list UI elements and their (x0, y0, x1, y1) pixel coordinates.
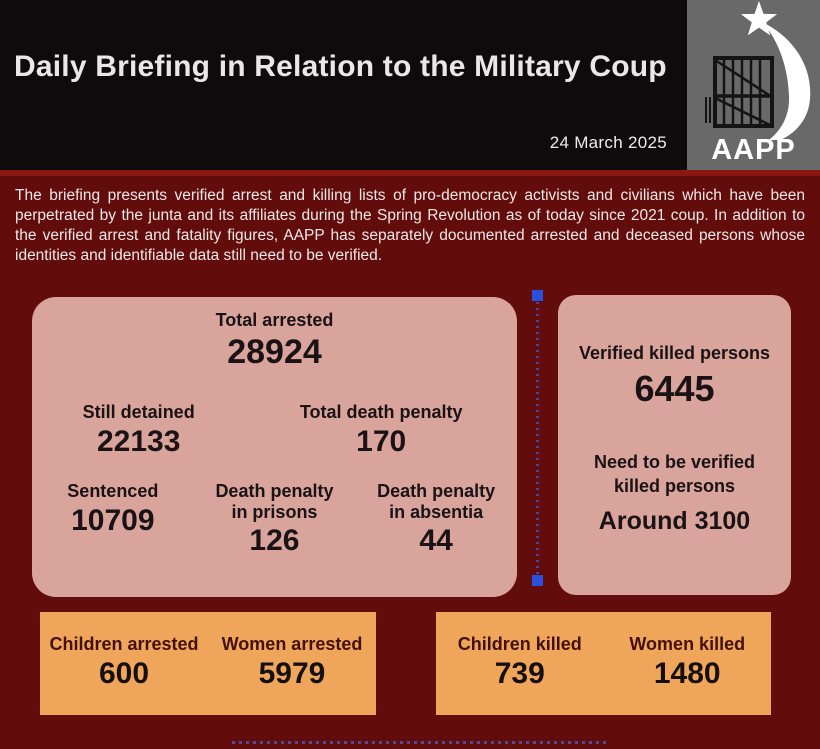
stat-label: Children killed (457, 634, 582, 655)
stat-label: Death penalty in prisons (215, 481, 334, 522)
stat-value: 5979 (258, 657, 326, 691)
stat-women-arrested (208, 635, 376, 691)
stat-value: 22133 (96, 424, 181, 458)
stat-death-penalty-absentia (355, 481, 517, 559)
stat-children-arrested (40, 635, 208, 691)
stat-label: Still detained (82, 402, 195, 422)
page-title: Daily Briefing in Relation to the Military Coup (14, 50, 667, 83)
stat-women-killed (604, 635, 772, 691)
killed-demographics-box (436, 612, 771, 715)
stat-label: Need to be verified killed persons (593, 452, 756, 497)
stat-label: Total arrested (215, 310, 334, 330)
stat-value: 28924 (227, 332, 322, 371)
stat-total-arrested (32, 310, 517, 372)
stat-label: Total death penalty (299, 402, 463, 422)
stat-value: 44 (419, 524, 453, 558)
stat-label: Death penalty in absentia (377, 481, 496, 522)
stat-still-detained (32, 402, 245, 459)
stat-label: Women arrested (221, 634, 363, 655)
stat-value: 10709 (71, 503, 155, 537)
stat-value: 1480 (653, 657, 721, 691)
stat-label: Children arrested (49, 634, 199, 655)
stat-death-penalty-prisons (194, 481, 356, 559)
stat-value: 6445 (634, 367, 715, 409)
accent-strip (0, 170, 820, 176)
stat-label: Sentenced (67, 481, 159, 501)
aapp-logo-graphic (687, 0, 820, 140)
stat-value: 600 (98, 657, 150, 691)
aapp-logo (687, 0, 820, 171)
divider-dotted-line (536, 302, 539, 574)
briefing-date: 24 March 2025 (549, 133, 667, 152)
stat-value: 739 (494, 657, 545, 691)
stat-label: Women killed (629, 634, 746, 655)
stat-value: Around 3100 (598, 506, 751, 535)
vertical-dotted-divider (531, 290, 543, 586)
stat-label: Verified killed persons (578, 343, 771, 363)
stat-value: 170 (356, 424, 407, 458)
divider-endpoint-square-top (532, 290, 543, 301)
arrest-panel-row3 (32, 481, 517, 559)
arrested-demographics-box (40, 612, 376, 715)
horizontal-dotted-divider (232, 741, 609, 744)
divider-endpoint-square-bottom (532, 575, 543, 586)
stat-verified-killed (558, 343, 791, 409)
stat-total-death-penalty (245, 402, 517, 459)
prison-gate-icon (706, 58, 772, 126)
stat-sentenced (32, 481, 194, 538)
stat-value: 126 (249, 524, 300, 558)
stat-need-verified-killed (558, 450, 791, 535)
intro-paragraph: The briefing presents verified arrest and killing lists of pro-democracy activists and civilians which have been perpetrated by the junta and its affiliates during the Spring Revolution as of today since 2021 coup. In addition to the verified arrest and fatality figures, AAPP has separately documented arrested and deceased persons whose identities and identifiable data still need to be verified. (15, 187, 805, 264)
killed-stats-panel (558, 295, 791, 595)
aapp-logo-text: AAPP (711, 134, 796, 166)
stat-children-killed (436, 635, 604, 691)
arrest-stats-panel (32, 297, 517, 597)
arrest-panel-row2 (32, 402, 517, 459)
